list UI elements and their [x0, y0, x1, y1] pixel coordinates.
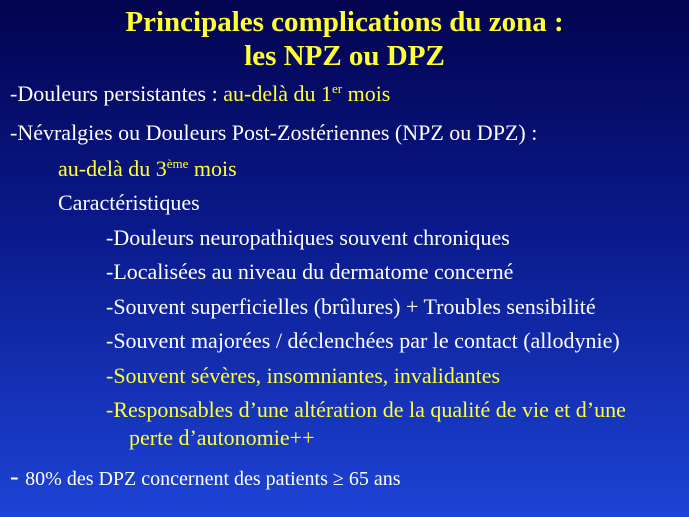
characteristic-item: -Responsables d’une altération de la qualité de vie et d’une [106, 397, 626, 422]
bullet-persistent-pain-label: -Douleurs persistantes : [10, 81, 224, 106]
characteristic-item: -Souvent sévères, insomniantes, invalidantes [106, 363, 501, 388]
bullet-persistent-pain-timing: au-delà du 1er mois [223, 81, 391, 106]
slide-title [0, 5, 689, 73]
characteristic-item: -Souvent majorées / déclenchées par le contact (allodynie) [106, 328, 620, 353]
npz-timing: au-delà du 3ème mois [58, 156, 237, 181]
bullet-persistent-pain [10, 81, 390, 107]
title-line-1: Principales complications du zona : [125, 6, 564, 38]
characteristic-item-continued: perte d’autonomie++ [129, 425, 315, 450]
characteristics-heading: Caractéristiques [58, 190, 200, 215]
title-line-2: les NPZ ou DPZ [244, 40, 445, 72]
characteristic-item: -Localisées au niveau du dermatome concerné [106, 259, 514, 284]
characteristic-item: -Souvent superficielles (brûlures) + Troubles sensibilité [106, 294, 596, 319]
bullet-npz-dpz: -Névralgies ou Douleurs Post-Zostériennes (NPZ ou DPZ) : [10, 120, 538, 145]
characteristic-item: -Douleurs neuropathiques souvent chroniques [106, 225, 510, 250]
bullet-age-statistic: - 80% des DPZ concernent des patients ≥ 65 ans [10, 462, 401, 491]
